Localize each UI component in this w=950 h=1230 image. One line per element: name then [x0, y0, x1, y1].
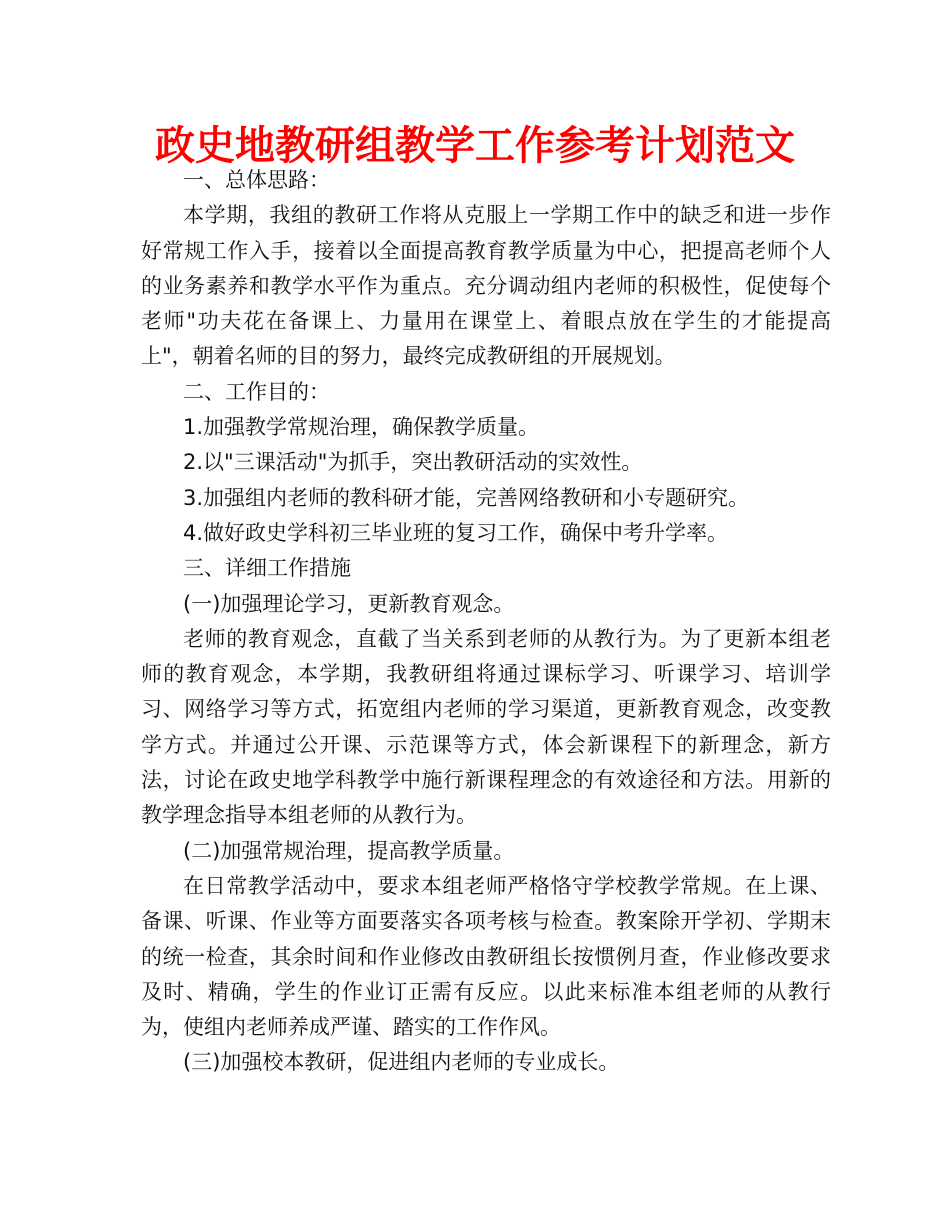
document-body — [141, 163, 831, 1081]
list-item: 3.加强组内老师的教科研才能，完善网络教研和小专题研究。 — [183, 485, 750, 510]
body-paragraph: 老师的教育观念，直截了当关系到老师的从教行为。为了更新本组老师的教育观念，本学期，我教研组将通过课标学习、听课学习、培训学习、网络学习等方式，拓宽组内老师的学习渠道，更新教育观念，改变教学方式。并通过公开课、示范课等方式，体会新课程下的新理念，新方法，讨论在政史地学科教学中施行新课程理念的有效途径和方法。用新的教学理念指导本组老师的从教行为。 — [141, 626, 831, 828]
section-heading: 三、详细工作措施 — [183, 556, 351, 581]
list-item: 2.以"三课活动"为抓手，突出教研活动的实效性。 — [183, 450, 643, 475]
section-heading: 二、工作目的： — [183, 379, 330, 404]
section-heading: 一、总体思路： — [183, 168, 330, 192]
subsection-heading: (三)加强校本教研，促进组内老师的专业成长。 — [183, 1050, 620, 1075]
document-title: 政史地教研组教学工作参考计划范文 — [155, 123, 795, 169]
list-item: 1.加强教学常规治理，确保教学质量。 — [183, 415, 540, 440]
body-paragraph: 本学期，我组的教研工作将从克服上一学期工作中的缺乏和进一步作好常规工作入手，接着以全面提高教育教学质量为中心，把提高老师个人的业务素养和教学水平作为重点。充分调动组内老师的积极性，促使每个老师"功夫花在备课上、力量用在课堂上、着眼点放在学生的才能提高上"，朝着名师的目的努力，最终完成教研组的开展规划。 — [141, 203, 831, 369]
list-item: 4.做好政史学科初三毕业班的复习工作，确保中考升学率。 — [183, 520, 729, 545]
subsection-heading: (一)加强理论学习，更新教育观念。 — [183, 591, 515, 616]
body-paragraph: 在日常教学活动中，要求本组老师严格恪守学校教学常规。在上课、备课、听课、作业等方面要落实各项考核与检查。教案除开学初、学期末的统一检查，其余时间和作业修改由教研组长按惯例月查，作业修改要求及时、精确，学生的作业订正需有反应。以此来标准本组老师的从教行为，使组内老师养成严谨、踏实的工作作风。 — [141, 873, 831, 1040]
subsection-heading: (二)加强常规治理，提高教学质量。 — [183, 838, 515, 863]
